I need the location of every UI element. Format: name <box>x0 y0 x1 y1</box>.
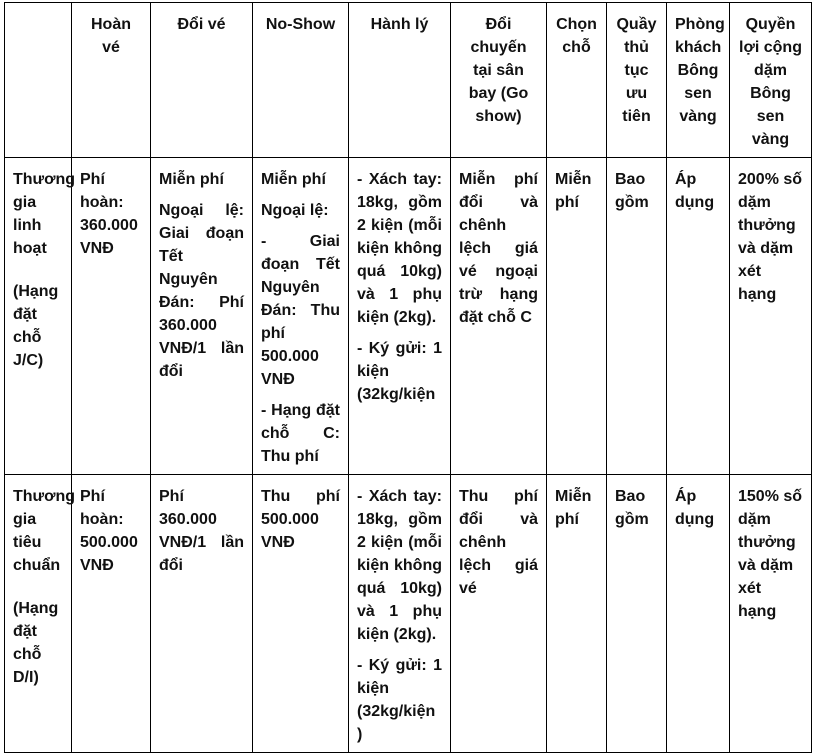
miles-cell <box>730 475 812 753</box>
noshow-exception-label: Ngoại lệ: <box>261 202 329 219</box>
noshow-text: Thu phí 500.000 VNĐ <box>261 488 340 551</box>
header-miles: Quyền lợi cộng dặm Bông sen vàng <box>730 3 812 158</box>
change-cell <box>151 475 253 753</box>
baggage-cell <box>349 158 451 475</box>
header-baggage: Hành lý <box>349 3 451 158</box>
header-goshow: Đổi chuyến tại sân bay (Go show) <box>451 3 547 158</box>
goshow-text: Thu phí đổi và chênh lệch giá vé <box>459 488 538 597</box>
header-seat: Chọn chỗ <box>547 3 607 158</box>
fare-name-cell <box>5 475 76 753</box>
baggage-carryon: - Xách tay: 18kg, gồm 2 kiện (mỗi kiện không quá 10kg) và 1 phụ kiện (2kg). <box>357 171 442 326</box>
goshow-cell <box>451 158 547 475</box>
header-row <box>5 3 812 158</box>
miles-cell <box>730 158 812 475</box>
header-lounge: Phòng khách Bông sen vàng <box>667 3 730 158</box>
noshow-exception-c: - Hạng đặt chỗ C: Thu phí <box>261 402 340 465</box>
priority-text: Bao gồm <box>615 171 649 211</box>
table-row <box>5 475 812 753</box>
miles-text: 200% số dặm thưởng và dặm xét hạng <box>738 171 803 303</box>
baggage-checked: - Ký gửi: 1 kiện (32kg/kiện ) <box>357 657 442 743</box>
lounge-text: Áp dụng <box>675 171 715 211</box>
refund-cell <box>72 158 151 475</box>
baggage-carryon: - Xách tay: 18kg, gồm 2 kiện (mỗi kiện không quá 10kg) và 1 phụ kiện (2kg). <box>357 488 442 643</box>
table-row <box>5 158 812 475</box>
header-noshow: No-Show <box>253 3 349 158</box>
header-priority: Quầy thủ tục ưu tiên <box>607 3 667 158</box>
lounge-cell <box>667 158 730 475</box>
refund-text: Phí hoàn: 360.000 VNĐ <box>80 171 138 257</box>
change-exception: Ngoại lệ: Giai đoạn Tết Nguyên Đán: Phí 360.000 VNĐ/1 lần đổi <box>159 202 244 380</box>
seat-cell <box>547 158 607 475</box>
header-refund: Hoàn vé <box>72 3 151 158</box>
lounge-cell <box>667 475 730 753</box>
refund-cell <box>72 475 151 753</box>
header-blank <box>5 3 72 158</box>
baggage-checked: - Ký gửi: 1 kiện (32kg/kiện <box>357 340 442 403</box>
baggage-cell <box>349 475 451 753</box>
noshow-cell <box>253 475 349 753</box>
fare-name: Thương gia linh hoạt <box>13 171 76 257</box>
seat-text: Miễn phí <box>555 488 592 528</box>
change-text: Miễn phí <box>159 171 224 188</box>
fare-name-cell <box>5 158 76 475</box>
miles-text: 150% số dặm thưởng và dặm xét hạng <box>738 488 803 620</box>
fare-name: Thương gia tiêu chuẩn <box>13 488 76 574</box>
noshow-exception-tet: - Giai đoạn Tết Nguyên Đán: Thu phí 500.000 VNĐ <box>261 233 340 388</box>
noshow-text: Miễn phí <box>261 171 326 188</box>
header-change: Đổi vé <box>151 3 253 158</box>
seat-cell <box>547 475 607 753</box>
lounge-text: Áp dụng <box>675 488 715 528</box>
seat-text: Miễn phí <box>555 171 592 211</box>
goshow-text: Miễn phí đổi và chênh lệch giá vé ngoại trừ hạng đặt chỗ C <box>459 171 538 326</box>
priority-cell <box>607 158 667 475</box>
priority-cell <box>607 475 667 753</box>
fare-conditions-table <box>4 2 812 753</box>
fare-class: (Hạng đặt chỗ J/C) <box>13 283 59 369</box>
change-text: Phí 360.000 VNĐ/1 lần đổi <box>159 488 244 574</box>
goshow-cell <box>451 475 547 753</box>
change-cell <box>151 158 253 475</box>
priority-text: Bao gồm <box>615 488 649 528</box>
fare-class: (Hạng đặt chỗ D/I) <box>13 600 59 686</box>
noshow-cell <box>253 158 349 475</box>
refund-text: Phí hoàn: 500.000 VNĐ <box>80 488 138 574</box>
